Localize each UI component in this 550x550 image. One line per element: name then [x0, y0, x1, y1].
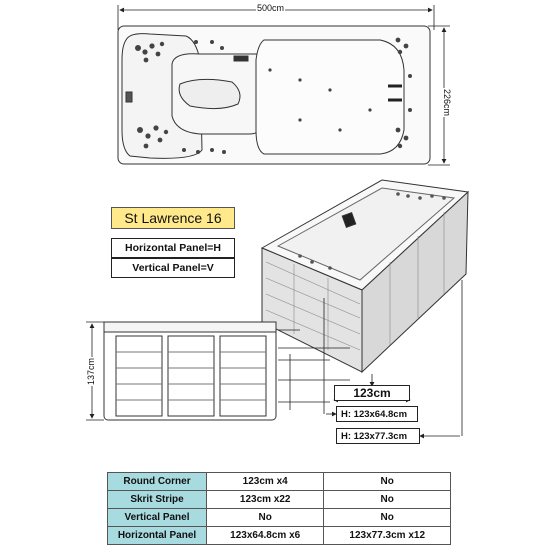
row-value-2: No: [324, 509, 451, 527]
row-value-2: No: [324, 473, 451, 491]
spa-isometric-view: [262, 180, 468, 372]
model-title: St Lawrence 16: [111, 207, 235, 229]
table-row: [108, 509, 451, 527]
row-label: Round Corner: [108, 473, 207, 491]
table-row: [108, 473, 451, 491]
row-value-2: No: [324, 491, 451, 509]
table-row: [108, 527, 451, 545]
h-panel-callout-2: H: 123x77.3cm: [336, 428, 420, 444]
row-value-1: 123x64.8cm x6: [207, 527, 324, 545]
row-label: Skrit Stripe: [108, 491, 207, 509]
row-value-1: No: [207, 509, 324, 527]
row-value-1: 123cm x22: [207, 491, 324, 509]
spa-front-view: [104, 322, 276, 420]
legend-horizontal: Horizontal Panel=H: [111, 238, 235, 258]
h-panel-callout-1: H: 123x64.8cm: [336, 406, 418, 422]
panel-width-callout: 123cm: [334, 385, 410, 401]
length-label: 500cm: [257, 3, 285, 13]
row-value-2: 123x77.3cm x12: [324, 527, 451, 545]
spa-top-view: [118, 26, 430, 164]
width-label: 226cm: [442, 89, 452, 117]
row-label: Horizontal Panel: [108, 527, 207, 545]
height-label: 137cm: [86, 357, 96, 385]
row-label: Vertical Panel: [108, 509, 207, 527]
legend-vertical: Vertical Panel=V: [111, 258, 235, 278]
spec-table: [107, 472, 451, 545]
table-row: [108, 491, 451, 509]
row-value-1: 123cm x4: [207, 473, 324, 491]
